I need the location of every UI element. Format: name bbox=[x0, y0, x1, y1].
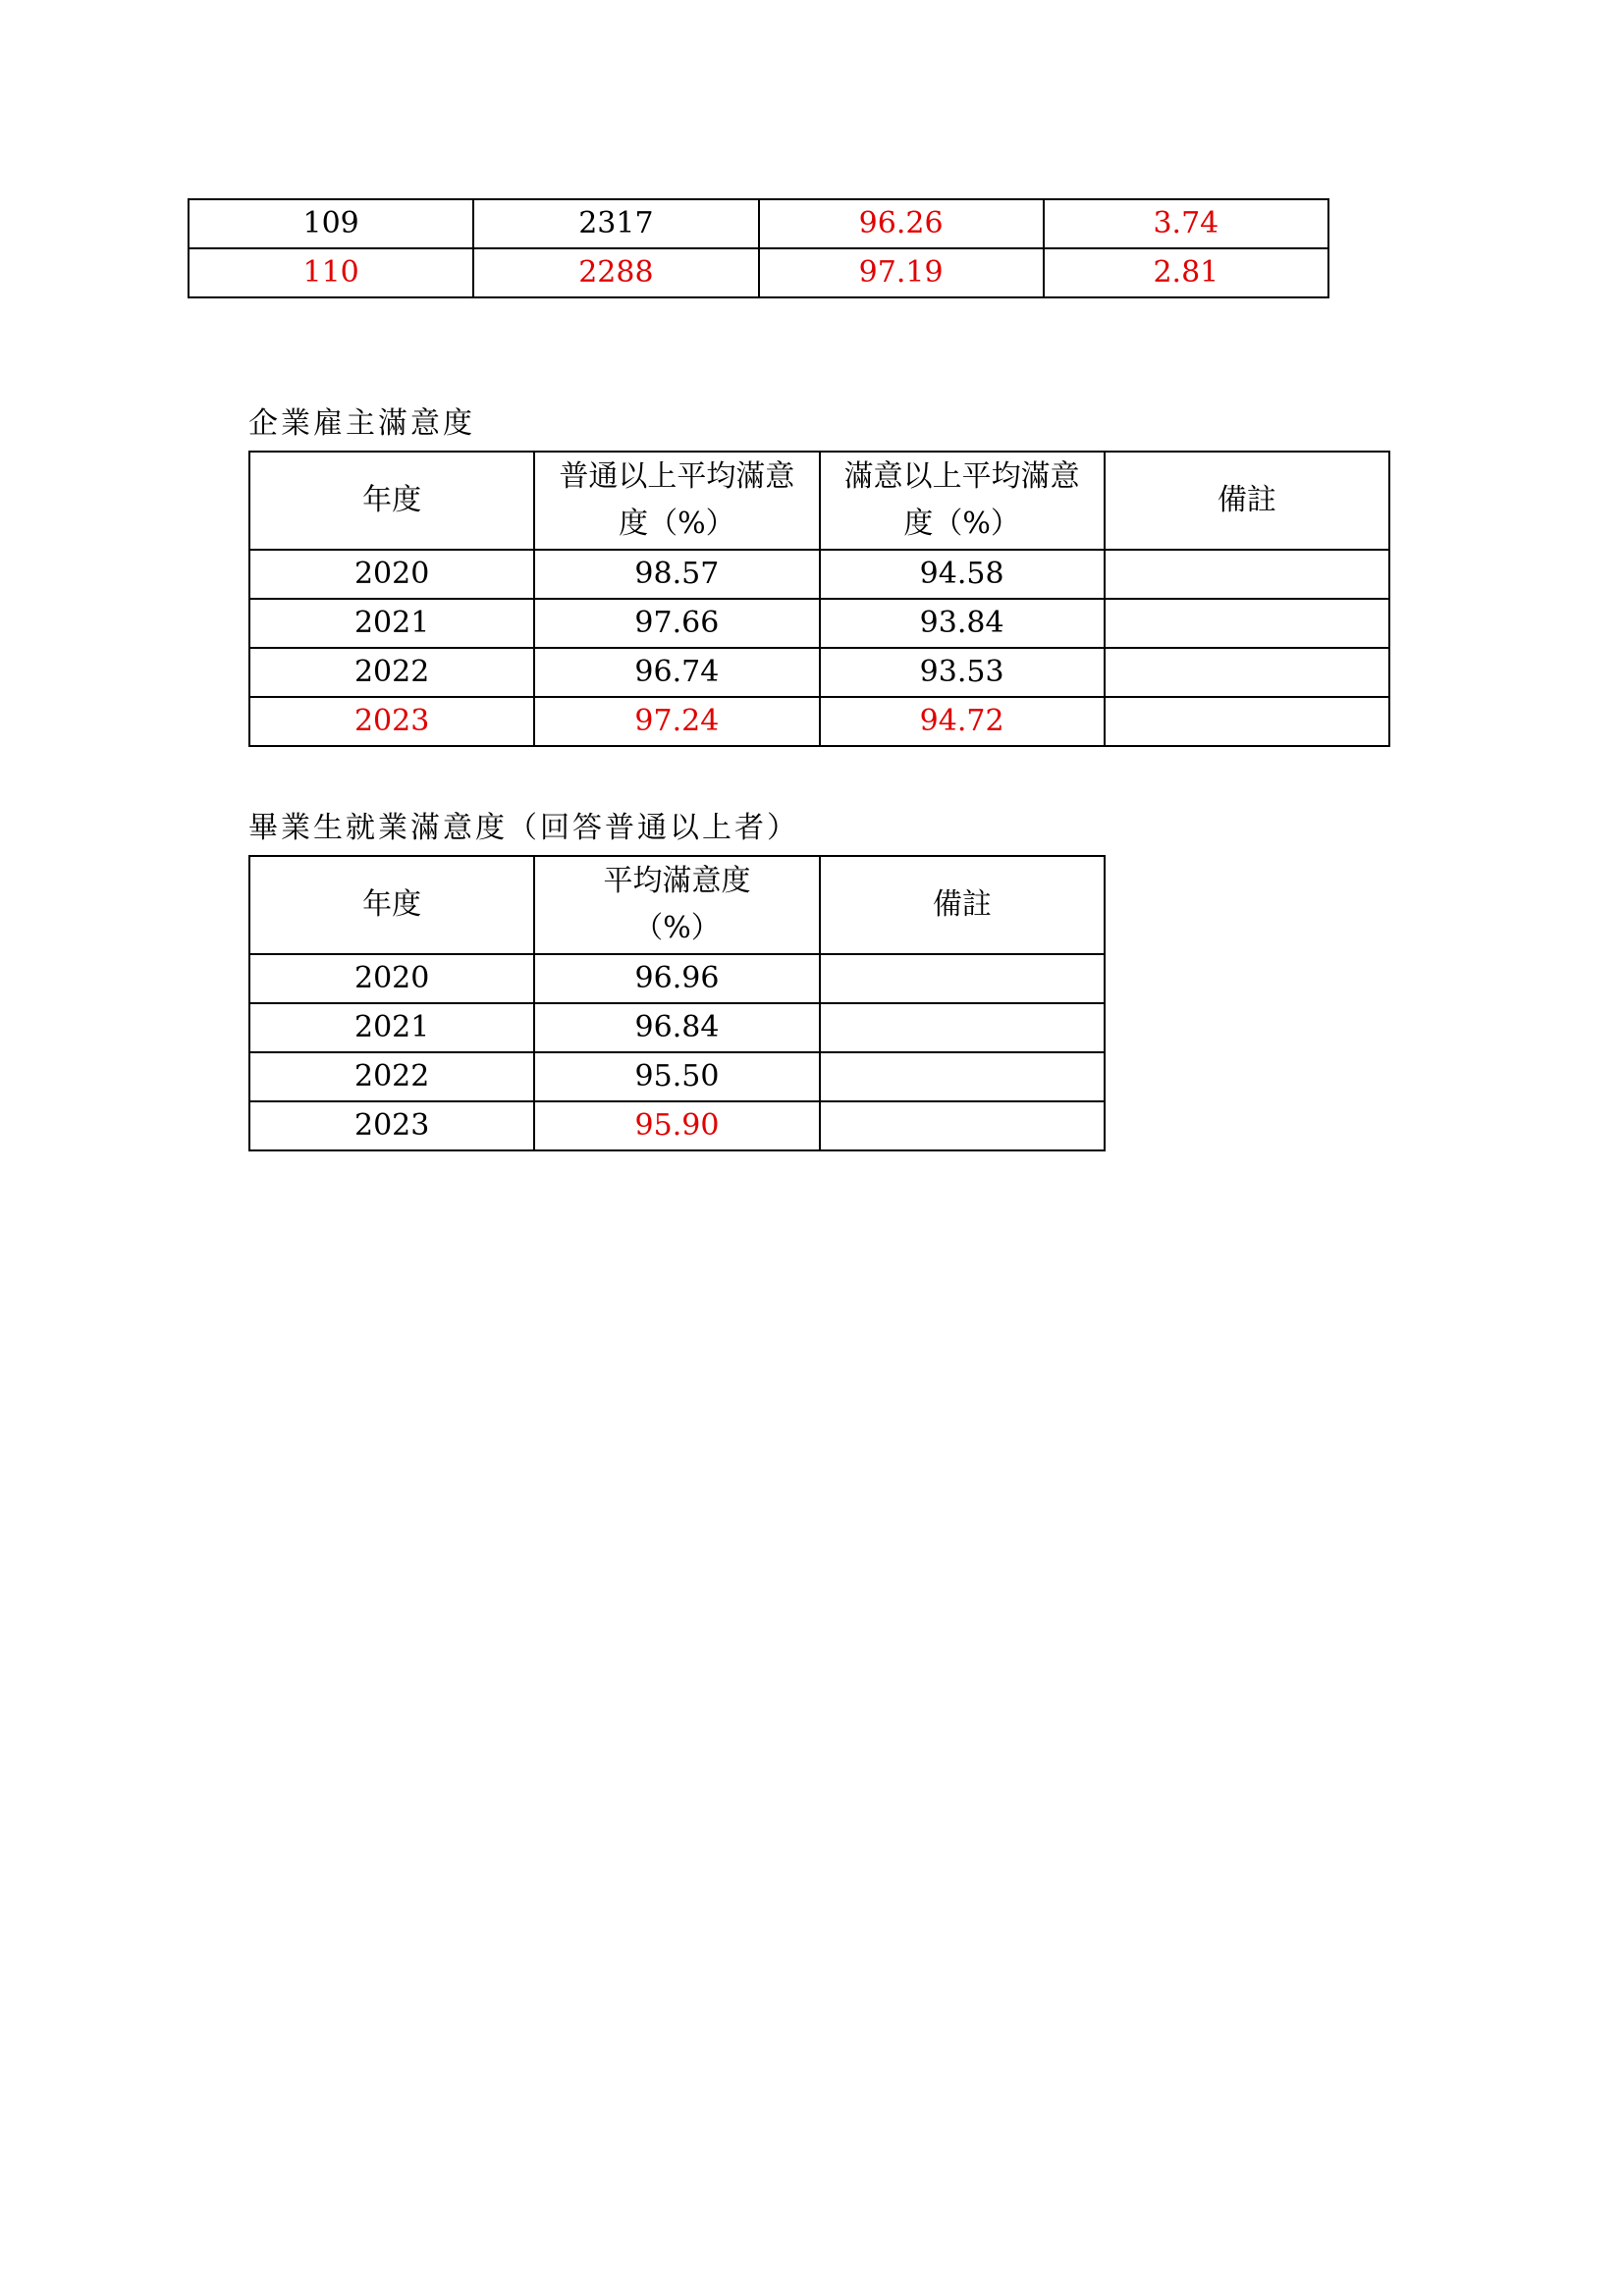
table-cell-count: 2317 bbox=[473, 199, 758, 248]
table-cell-rate: 97.19 bbox=[759, 248, 1044, 297]
table-cell-remark bbox=[1105, 550, 1389, 599]
table-cell-remark bbox=[820, 1101, 1105, 1150]
header-remark: 備註 bbox=[820, 856, 1105, 954]
table-cell-satisfied: 93.53 bbox=[820, 648, 1105, 697]
header-remark: 備註 bbox=[1105, 452, 1389, 550]
table-cell-remark bbox=[820, 1003, 1105, 1052]
table-row bbox=[249, 1003, 1105, 1052]
table-cell-year: 2023 bbox=[249, 697, 534, 746]
table-cell-remark bbox=[1105, 599, 1389, 648]
table-row bbox=[249, 1101, 1105, 1150]
header-avg-normal-above: 普通以上平均滿意度（%） bbox=[534, 452, 819, 550]
enrollment-table bbox=[188, 198, 1329, 298]
table-cell-remark bbox=[1105, 697, 1389, 746]
header-avg-satisfied-above: 滿意以上平均滿意度（%） bbox=[820, 452, 1105, 550]
table-cell-rate-remainder: 3.74 bbox=[1044, 199, 1328, 248]
graduate-satisfaction-table bbox=[248, 855, 1106, 1151]
table-cell-year: 110 bbox=[189, 248, 473, 297]
table-cell-year: 109 bbox=[189, 199, 473, 248]
table-cell-year: 2023 bbox=[249, 1101, 534, 1150]
table-cell-remark bbox=[820, 1052, 1105, 1101]
table-cell-avg: 95.90 bbox=[534, 1101, 819, 1150]
table-header-row bbox=[249, 856, 1105, 954]
header-year: 年度 bbox=[249, 452, 534, 550]
table-row bbox=[249, 1052, 1105, 1101]
table-cell-normal: 98.57 bbox=[534, 550, 819, 599]
table-cell-normal: 97.24 bbox=[534, 697, 819, 746]
table-cell-year: 2021 bbox=[249, 599, 534, 648]
table-cell-rate-remainder: 2.81 bbox=[1044, 248, 1328, 297]
table-row bbox=[249, 648, 1389, 697]
table-cell-satisfied: 94.58 bbox=[820, 550, 1105, 599]
table-cell-remark bbox=[1105, 648, 1389, 697]
table-header-row bbox=[249, 452, 1389, 550]
table-cell-remark bbox=[820, 954, 1105, 1003]
table-row bbox=[189, 248, 1328, 297]
table-row bbox=[249, 599, 1389, 648]
header-avg: 平均滿意度（%） bbox=[534, 856, 819, 954]
header-year: 年度 bbox=[249, 856, 534, 954]
table-row bbox=[249, 697, 1389, 746]
table-cell-avg: 96.96 bbox=[534, 954, 819, 1003]
table-cell-avg: 96.84 bbox=[534, 1003, 819, 1052]
table-cell-year: 2022 bbox=[249, 1052, 534, 1101]
table-cell-satisfied: 93.84 bbox=[820, 599, 1105, 648]
table-cell-year: 2020 bbox=[249, 550, 534, 599]
table-cell-satisfied: 94.72 bbox=[820, 697, 1105, 746]
table-cell-year: 2020 bbox=[249, 954, 534, 1003]
employer-satisfaction-caption: 企業雇主滿意度 bbox=[248, 406, 475, 441]
table-row bbox=[249, 550, 1389, 599]
graduate-satisfaction-caption: 畢業生就業滿意度（回答普通以上者） bbox=[248, 811, 799, 845]
table-row bbox=[189, 199, 1328, 248]
table-cell-count: 2288 bbox=[473, 248, 758, 297]
table-cell-year: 2021 bbox=[249, 1003, 534, 1052]
table-row bbox=[249, 954, 1105, 1003]
table-cell-rate: 96.26 bbox=[759, 199, 1044, 248]
table-cell-normal: 97.66 bbox=[534, 599, 819, 648]
table-cell-year: 2022 bbox=[249, 648, 534, 697]
table-cell-avg: 95.50 bbox=[534, 1052, 819, 1101]
table-cell-normal: 96.74 bbox=[534, 648, 819, 697]
employer-satisfaction-table bbox=[248, 451, 1390, 747]
